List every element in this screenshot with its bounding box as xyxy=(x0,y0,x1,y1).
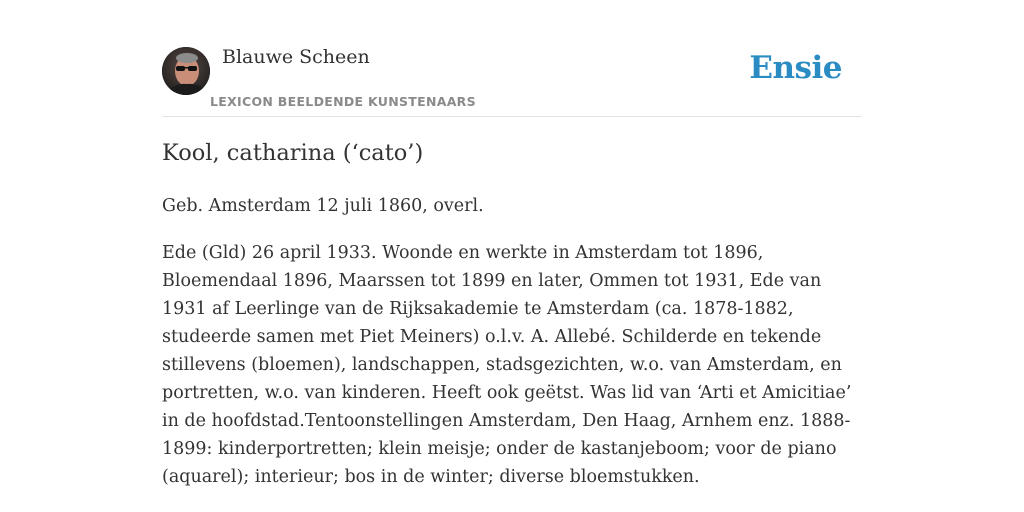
article-title: Kool, catharina (‘cato’) xyxy=(162,140,424,166)
article-header xyxy=(162,44,862,117)
article-paragraph-2: Ede (Gld) 26 april 1933. Woonde en werkte in Amsterdam tot 1896, Bloemendaal 1896, Maarssen tot 1899 en later, Ommen tot 1931, Ede van 1931 af Leerlinge van de Rijksakademie te Amsterdam (ca. 1878-1882, studeerde samen met Piet Meiners) o.l.v. A. Allebé. Schilderde en tekende stillevens (bloemen), landschappen, stadsgezichten, w.o. van Amsterdam, en portretten, w.o. van kinderen. Heeft ook geëtst. Was lid van ‘Arti et Amicitiae’ in de hoofdstad.Tentoonstellingen Amsterdam, Den Haag, Arnhem enz. 1888-1899: kinderportretten; klein meisje; onder de kastanjeboom; voor de piano (aquarel); interieur; bos in de winter; diverse bloemstukken. xyxy=(162,243,852,487)
category-link[interactable]: LEXICON BEELDENDE KUNSTENAARS xyxy=(210,94,476,109)
author-name[interactable]: Blauwe Scheen xyxy=(222,46,370,68)
ensie-logo[interactable]: Ensie xyxy=(749,50,842,86)
avatar-image xyxy=(162,47,210,95)
article-paragraph-1: Geb. Amsterdam 12 juli 1860, overl. xyxy=(162,196,484,216)
author-avatar[interactable] xyxy=(162,47,210,95)
